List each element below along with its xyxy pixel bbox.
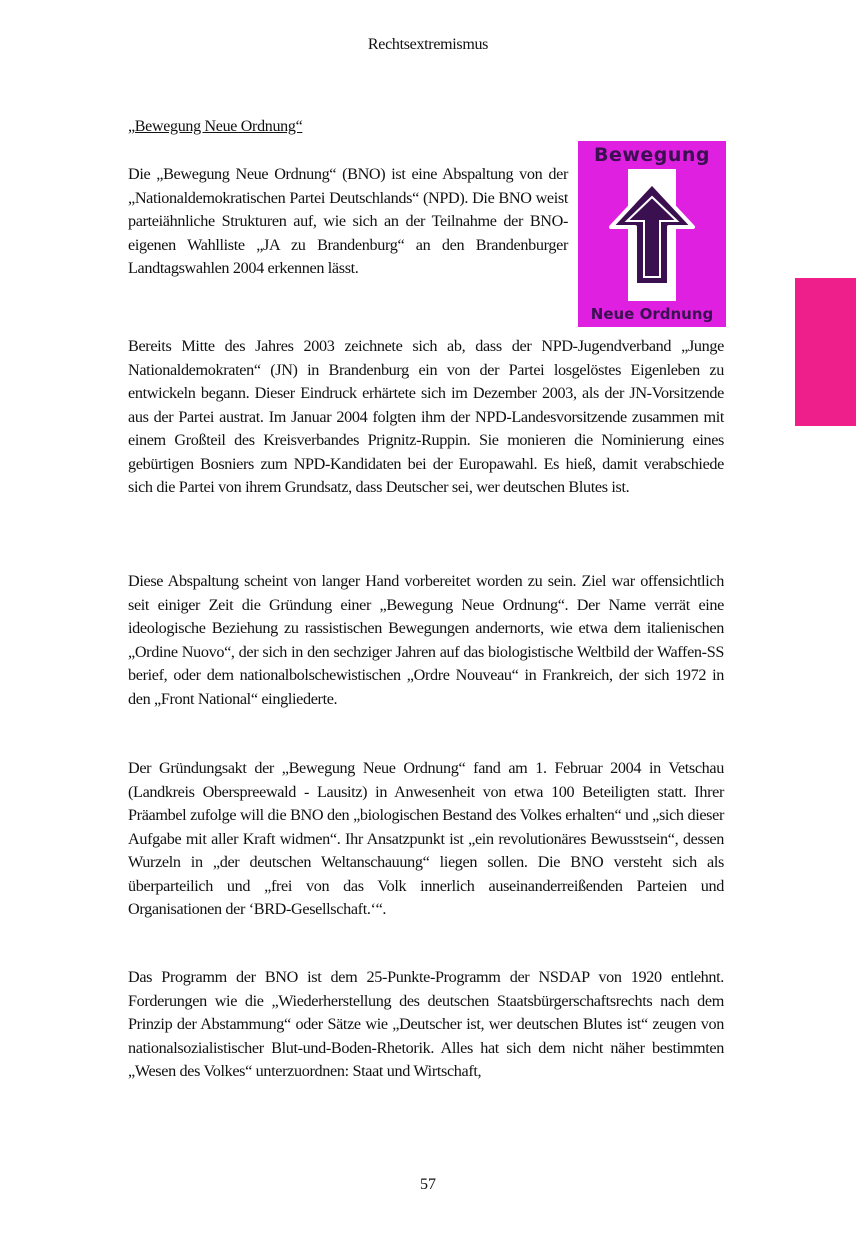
chapter-tab-marker [795, 278, 856, 426]
up-arrow-icon [607, 179, 697, 289]
paragraph-text: Bereits Mitte des Jahres 2003 zeichnete sich ab, dass der NPD-Jugendverband „Junge Nationaldemokraten“ (JN) in Brandenburg ein von der Partei losgelöstes Eigenleben zu entwickeln begann. Dieser Eindruck erhärtete sich im Dezember 2003, als der JN-Vorsitzende aus der Partei austrat. Im Januar 2004 folgten ihm der NPD-Landesvorsitzende zusammen mit einem Großteil des Kreisverbandes Prignitz-Ruppin. Sie monieren die Nominierung eines gebürtigen Bosniers zum NPD-Kandidaten bei der Europawahl. Es hieß, damit verabschiede sich die Partei von ihrem Grundsatz, dass Deutscher sei, wer deutschen Blutes ist. [128, 337, 724, 496]
running-head: Rechtsextremismus [367, 36, 489, 53]
paragraph-text: Die „Bewegung Neue Ordnung“ (BNO) ist eine Abspaltung von der „Nationaldemokratischen Partei Deutschlands“ (NPD). Die BNO weist parteiähnliche Strukturen auf, wie sich an der Teilnahme der BNO-eigenen Wahlliste „JA zu Brandenburg“ an den Brandenburger Landtagswahlen 2004 erkennen lässt. [128, 165, 568, 277]
paragraph-text: Diese Abspaltung scheint von langer Hand vorbereitet worden zu sein. Ziel war offensichtlich seit einiger Zeit die Gründung einer „Bewegung Neue Ordnung“. Der Name verrät eine ideologische Beziehung zu rassistischen Bewegungen andernorts, wie etwa dem italienischen „Ordine Nuovo“, der sich in den sechziger Jahren auf das biologistische Weltbild der Waffen-SS berief, oder dem nationalbolschewistischen „Ordre Nouveau“ in Frankreich, der sich 1972 in den „Front National“ eingliederte. [128, 572, 724, 708]
section-heading: „Bewegung Neue Ordnung“ [128, 118, 303, 135]
logo-top-text: Bewegung [593, 144, 711, 166]
paragraph-text: Der Gründungsakt der „Bewegung Neue Ordnung“ fand am 1. Februar 2004 in Vetschau (Landkreis Oberspreewald - Lausitz) in Anwesenheit von etwa 100 Beteiligten statt. Ihrer Präambel zufolge will die BNO den „biologischen Bestand des Volkes erhalten“ und „sich dieser Aufgabe mit aller Kraft widmen“. Ihr Ansatzpunkt ist „ein revolutionäres Bewusstsein“, dessen Wurzeln in „der deutschen Weltanschauung“ liegen sollen. Die BNO versteht sich als überparteilich und „frei von das Volk innerlich auseinanderreißenden Parteien und Organisationen der ‘BRD-Gesellschaft.‘“. [128, 759, 724, 918]
paragraph-origins [128, 570, 724, 711]
page-number: 57 [420, 1176, 436, 1193]
paragraph-background [128, 335, 724, 500]
bno-logo [578, 141, 726, 327]
paragraph-intro [128, 163, 568, 281]
paragraph-text: Das Programm der BNO ist dem 25-Punkte-Programm der NSDAP von 1920 entlehnt. Forderungen wie die „Wiederherstellung des deutschen Staatsbürgerschaftsrechts nach dem Prinzip der Abstammung“ oder Sätze wie „Deutscher ist, wer deutschen Blutes ist“ zeugen von nationalsozialistischer Blut-und-Boden-Rhetorik. Alles hat sich dem nicht näher bestimmten „Wesen des Volkes“ unterzuordnen: Staat und Wirtschaft, [128, 968, 724, 1080]
paragraph-founding [128, 757, 724, 922]
paragraph-program [128, 966, 724, 1084]
logo-bottom-text: Neue Ordnung [590, 305, 714, 323]
